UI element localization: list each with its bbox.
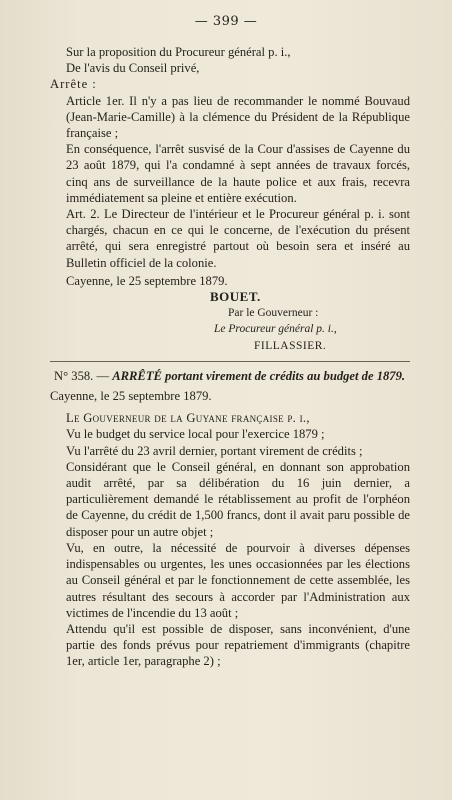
date-line: Cayenne, le 25 septembre 1879. [66, 273, 228, 288]
signature-role: Le Procureur général p. i., [214, 323, 337, 336]
decree-continuation [50, 44, 410, 670]
page-number: — 399 — [194, 14, 258, 29]
article-2: Art. 2. Le Directeur de l'intérieur et le Procureur général p. i. sont chargés, chacun en ce qui le concerne, de l'exécution du présent arrêté, qui sera enregistré partout où besoin sera et inséré au Bulletin officiel de la colonie. [66, 207, 410, 270]
vu-budget: Vu le budget du service local pour l'exercice 1879 ; [66, 427, 325, 442]
preamble-line: Sur la proposition du Procureur général p. i., [66, 45, 291, 59]
decree-title: ARRÊTÉ portant virement de crédits au budget de 1879. [112, 368, 406, 383]
article-1: Article 1er. Il n'y a pas lieu de recommander le nommé Bouvaud (Jean-Marie-Camille) à la clémence du Président de la République française ; [66, 93, 410, 141]
arrete-heading: Arrête : [50, 77, 97, 92]
attendu-paragraph: Attendu qu'il est possible de disposer, sans inconvénient, d'une partie des fonds prévus pour repatriement d'immigrants (chapitre 1er, article 1er, paragraphe 2) ; [66, 621, 410, 669]
signature-prosecutor: FILLASSIER. [254, 339, 327, 352]
signature-par: Par le Gouverneur : [228, 307, 319, 320]
section-divider [50, 361, 410, 362]
decree-number: N° 358. — [54, 368, 110, 383]
preamble-line: De l'avis du Conseil privé, [66, 61, 200, 76]
governor-line: Le Gouverneur de la Guyane française p. i., [66, 411, 310, 426]
signature-governor: BOUET. [210, 289, 261, 305]
vu-necessite-paragraph: Vu, en outre, la nécessité de pourvoir à diverses dépenses indispensables ou urgentes, les unes occasionnées par les élections au Conseil général et par le fonctionnement de cette assemblée, les autres résultant des secours à accorder par l'Administration aux victimes de l'incendie du 13 août ; [66, 540, 410, 620]
considerant-paragraph: Considérant que le Conseil général, en donnant son approbation audit arrêté, par sa délibération du 16 juin dernier, a particulièrement demandé le rétablissement au profit de l'orphéon de Cayenne, du crédit de 1,500 francs, dont il avait paru possible de disposer pour un autre objet ; [66, 459, 410, 539]
decree-heading [50, 368, 410, 384]
vu-arrete: Vu l'arrêté du 23 avril dernier, portant virement de crédits ; [66, 443, 363, 458]
decree-date: Cayenne, le 25 septembre 1879. [50, 389, 212, 404]
consequence-paragraph: En conséquence, l'arrêt susvisé de la Cour d'assises de Cayenne du 23 août 1879, qui l'a condamné à sept années de travaux forcés, cinq ans de surveillance de la haute police et aux frais, recevra immédiatement sa pleine et entière exécution. [66, 142, 410, 205]
